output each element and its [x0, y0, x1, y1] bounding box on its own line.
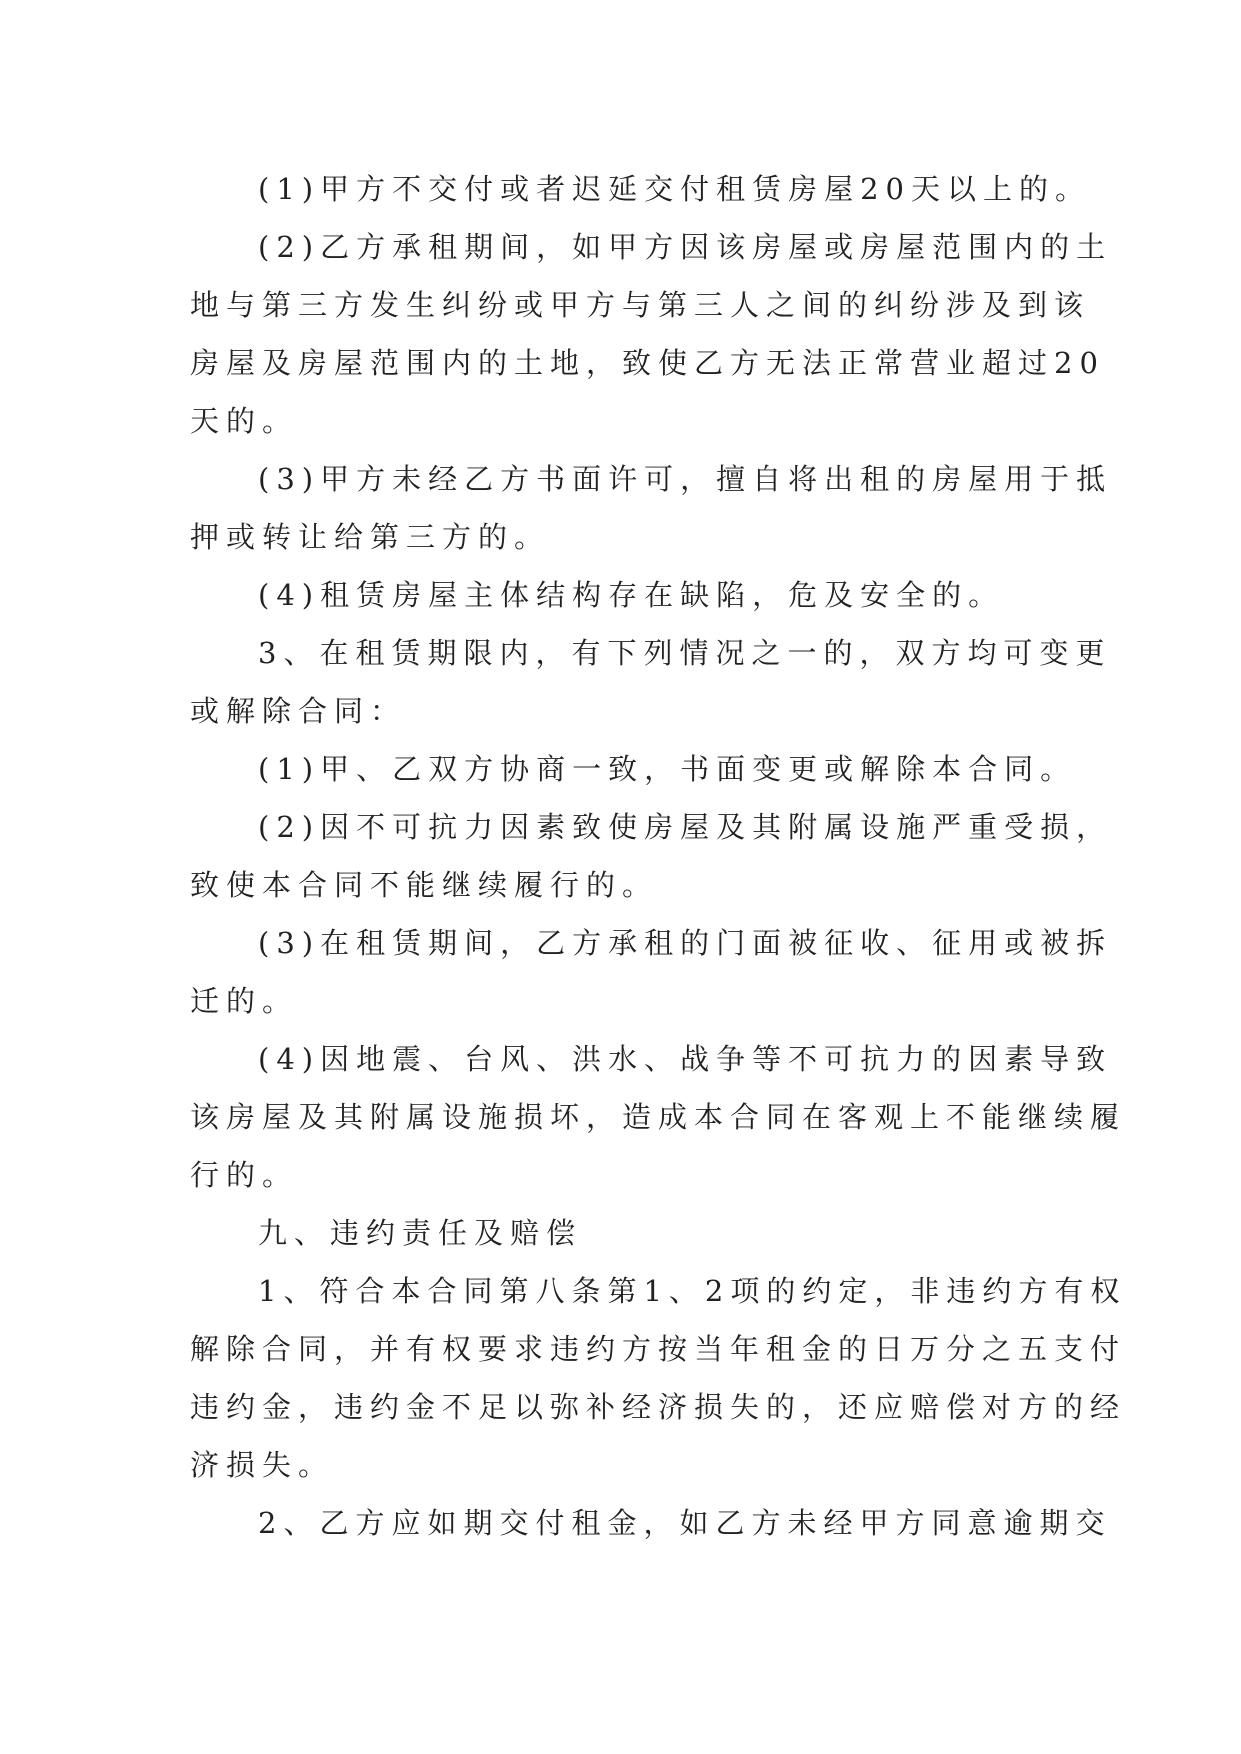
text-line: 迁的。: [190, 984, 299, 1018]
paragraph-clause-1: [190, 160, 1091, 218]
paragraph-section-3-item-3: [190, 914, 1113, 1030]
section-heading-9: [190, 1204, 1052, 1262]
text-line: 押或转让给第三方的。: [190, 520, 551, 554]
text-line: 九、违约责任及赔偿: [258, 1216, 583, 1250]
text-line: 天的。: [190, 404, 299, 438]
text-line: 解除合同，并有权要求违约方按当年租金的日万分之五支付: [190, 1332, 1127, 1366]
paragraph-clause-2: [190, 218, 1113, 450]
paragraph-clause-3: [190, 450, 1113, 566]
text-line: (2)因不可抗力因素致使房屋及其附属设施严重受损，: [258, 810, 1113, 844]
text-line: 房屋及房屋范围内的土地，致使乙方无法正常营业超过20: [190, 346, 1105, 380]
text-line: (1)甲方不交付或者迟延交付租赁房屋20天以上的。: [258, 172, 1091, 206]
text-line: 2、乙方应如期交付租金，如乙方未经甲方同意逾期交: [258, 1506, 1112, 1540]
paragraph-section-3: [190, 624, 1112, 740]
paragraph-section-9-item-2: [190, 1494, 1112, 1552]
text-line: (3)在租赁期间，乙方承租的门面被征收、征用或被拆: [258, 926, 1113, 960]
text-line: 该房屋及其附属设施损坏，造成本合同在客观上不能继续履: [190, 1100, 1127, 1134]
paragraph-clause-4: [190, 566, 1052, 624]
text-line: (4)租赁房屋主体结构存在缺陷，危及安全的。: [258, 578, 1005, 612]
text-line: (3)甲方未经乙方书面许可，擅自将出租的房屋用于抵: [258, 462, 1113, 496]
text-line: (4)因地震、台风、洪水、战争等不可抗力的因素导致: [258, 1042, 1113, 1076]
document-body: [190, 160, 1127, 1552]
text-line: 3、在租赁期限内，有下列情况之一的，双方均可变更: [258, 636, 1112, 670]
text-line: 济损失。: [190, 1448, 335, 1482]
text-line: 或解除合同：: [190, 694, 407, 728]
text-line: 行的。: [190, 1158, 299, 1192]
paragraph-section-9-item-1: [190, 1262, 1127, 1494]
text-line: (2)乙方承租期间，如甲方因该房屋或房屋范围内的土: [258, 230, 1113, 264]
text-line: 1、符合本合同第八条第1、2项的约定，非违约方有权: [258, 1274, 1127, 1308]
text-line: 地与第三方发生纠纷或甲方与第三人之间的纠纷涉及到该: [190, 288, 1091, 322]
text-line: 违约金，违约金不足以弥补经济损失的，还应赔偿对方的经: [190, 1390, 1127, 1424]
paragraph-section-3-item-2: [190, 798, 1113, 914]
paragraph-section-3-item-4: [190, 1030, 1127, 1204]
paragraph-section-3-item-1: [190, 740, 1077, 798]
text-line: (1)甲、乙双方协商一致，书面变更或解除本合同。: [258, 752, 1077, 786]
text-line: 致使本合同不能继续履行的。: [190, 868, 659, 902]
